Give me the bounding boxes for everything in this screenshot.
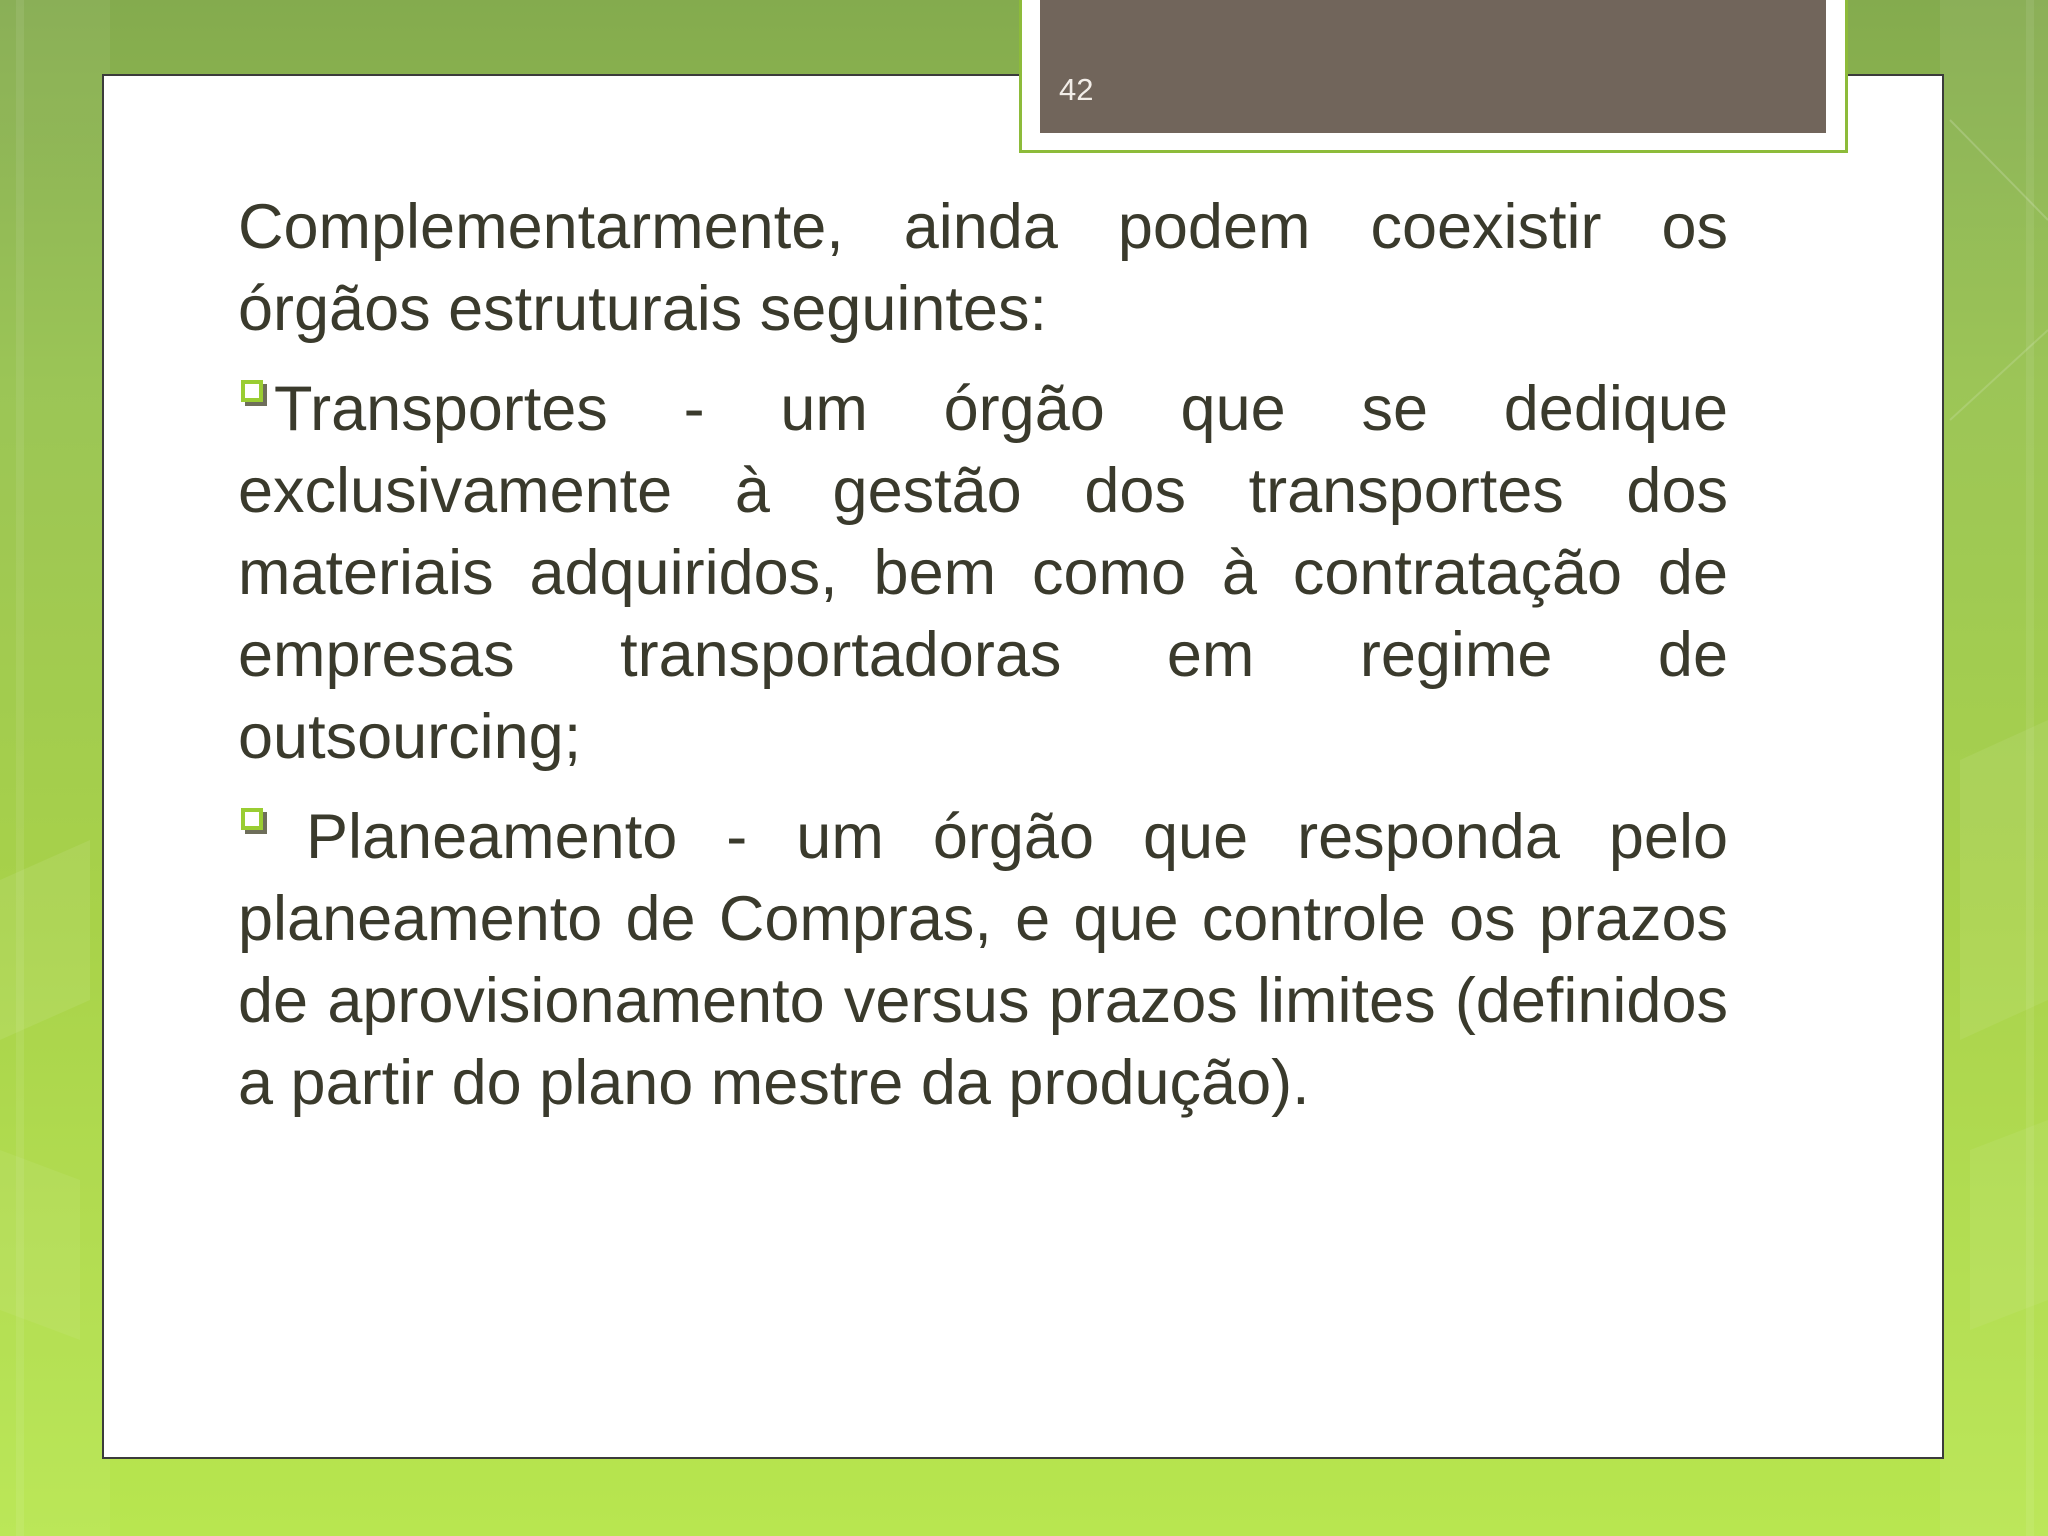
bullet-text: Planeamento - um órgão que responda pelo planeamento de Compras, e que controle os prazos de aprovisionamento versus prazos limites (definidos a partir do plano mestre da produção). bbox=[238, 802, 1728, 1118]
checkbox-bullet-icon bbox=[238, 378, 270, 410]
intro-paragraph: Complementarmente, ainda podem coexistir os órgãos estruturais seguintes: bbox=[238, 192, 1728, 344]
slide-number: 42 bbox=[1059, 72, 1094, 107]
slide-body bbox=[238, 186, 1728, 1142]
bullet-item-transportes bbox=[238, 368, 1728, 778]
bullet-item-planeamento bbox=[238, 796, 1728, 1124]
checkbox-bullet-icon bbox=[238, 806, 270, 838]
bullet-text: Transportes - um órgão que se dedique exclusivamente à gestão dos transportes dos materiais adquiridos, bem como à contratação de empresas transportadoras em regime de outsourcing; bbox=[238, 374, 1728, 772]
slide-number-box bbox=[1040, 0, 1826, 133]
